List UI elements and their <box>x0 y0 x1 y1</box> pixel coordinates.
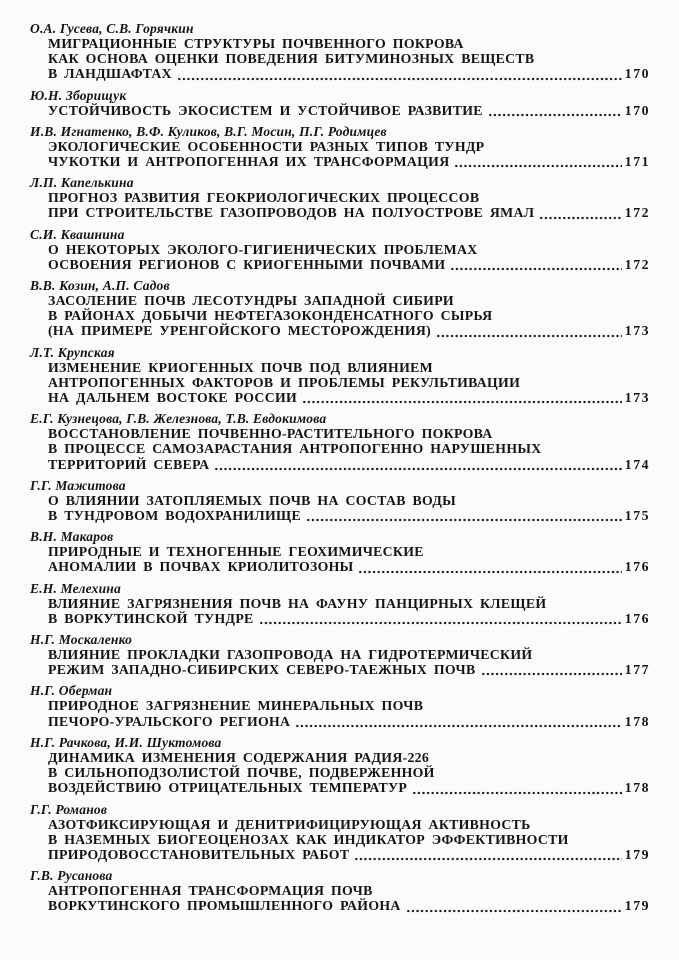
dot-leader <box>539 205 621 220</box>
dot-leader <box>214 457 621 472</box>
entry-title-line: ВОРКУТИНСКОГО ПРОМЫШЛЕННОГО РАЙОНА <box>48 898 401 914</box>
dot-leader <box>481 662 622 677</box>
toc-entry <box>30 868 650 913</box>
entry-page-number: 176 <box>624 610 650 626</box>
entry-page-number: 173 <box>624 323 650 339</box>
entry-title-line: ПРИРОДНОЕ ЗАГРЯЗНЕНИЕ МИНЕРАЛЬНЫХ ПОЧВ <box>48 698 424 714</box>
entry-authors: Н.Г. Москаленко <box>30 632 133 648</box>
entry-title <box>30 293 650 339</box>
entry-title <box>30 544 650 574</box>
entry-page-number: 172 <box>624 205 650 221</box>
entry-title-last-line <box>48 508 650 523</box>
entry-title-last-line <box>48 780 650 795</box>
entry-title-last-line <box>48 898 650 913</box>
toc-entry <box>30 478 650 523</box>
entry-authors: Н.Г. Рачкова, И.И. Шуктомова <box>30 734 222 750</box>
toc-entry <box>30 88 650 118</box>
entry-title <box>30 103 650 118</box>
entry-title-line: РЕЖИМ ЗАПАДНО-СИБИРСКИХ СЕВЕРО-ТАЕЖНЫХ ПОЧВ <box>48 662 476 678</box>
entry-title-line: В ЛАНДШАФТАХ <box>48 66 172 82</box>
entry-page-number: 170 <box>624 66 650 82</box>
entry-title-last-line <box>48 390 650 405</box>
entry-page-number: 176 <box>624 559 650 575</box>
entry-title-line: ЗАСОЛЕНИЕ ПОЧВ ЛЕСОТУНДРЫ ЗАПАДНОЙ СИБИРИ <box>48 293 454 309</box>
entry-title-line: ИЗМЕНЕНИЕ КРИОГЕННЫХ ПОЧВ ПОД ВЛИЯНИЕМ <box>48 359 433 375</box>
entry-authors: Н.Г. Оберман <box>30 683 113 699</box>
entry-title <box>30 596 650 626</box>
entry-authors: Л.П. Капелькина <box>30 175 134 191</box>
entry-title-line: В ВОРКУТИНСКОЙ ТУНДРЕ <box>48 610 254 626</box>
entry-title <box>30 883 650 913</box>
entry-title-line: ТЕРРИТОРИЙ СЕВЕРА <box>48 456 210 472</box>
entry-title-line: О НЕКОТОРЫХ ЭКОЛОГО-ГИГИЕНИЧЕСКИХ ПРОБЛЕМАХ <box>48 241 478 257</box>
entry-page-number: 173 <box>624 390 650 406</box>
entry-title-line: В РАЙОНАХ ДОБЫЧИ НЕФТЕГАЗОКОНДЕНСАТНОГО СЫРЬЯ <box>48 308 493 324</box>
entry-authors: В.В. Козин, А.П. Садов <box>30 278 170 294</box>
entry-title <box>30 139 650 169</box>
entry-title-last-line <box>48 205 650 220</box>
entry-page-number: 177 <box>624 662 650 678</box>
entry-title-line: АНТРОПОГЕННАЯ ТРАНСФОРМАЦИЯ ПОЧВ <box>48 883 373 899</box>
entry-title-line: ВОССТАНОВЛЕНИЕ ПОЧВЕННО-РАСТИТЕЛЬНОГО ПОКРОВА <box>48 426 493 442</box>
dot-leader <box>302 390 622 405</box>
entry-title-last-line <box>48 847 650 862</box>
dot-leader <box>412 780 622 795</box>
entry-authors: Е.Г. Кузнецова, Г.В. Железнова, Т.В. Евдокимова <box>30 411 327 427</box>
entry-title <box>30 647 650 677</box>
entry-title-line: ДИНАМИКА ИЗМЕНЕНИЯ СОДЕРЖАНИЯ РАДИЯ-226 <box>48 749 430 765</box>
toc-entry <box>30 227 650 272</box>
entry-title-line: О ВЛИЯНИИ ЗАТОПЛЯЕМЫХ ПОЧВ НА СОСТАВ ВОДЫ <box>48 492 457 508</box>
entry-title-line: МИГРАЦИОННЫЕ СТРУКТУРЫ ПОЧВЕННОГО ПОКРОВА <box>48 36 464 51</box>
entry-title-line: ПЕЧОРО-УРАЛЬСКОГО РЕГИОНА <box>48 713 291 729</box>
table-of-contents <box>30 21 650 914</box>
entry-title-line: КАК ОСНОВА ОЦЕНКИ ПОВЕДЕНИЯ БИТУМИНОЗНЫХ ВЕЩЕСТВ <box>48 51 535 67</box>
entry-title <box>30 698 650 728</box>
entry-page-number: 170 <box>624 102 650 118</box>
entry-title-last-line <box>48 662 650 677</box>
entry-title <box>30 242 650 272</box>
dot-leader <box>295 714 621 729</box>
toc-entry <box>30 21 650 82</box>
entry-page-number: 175 <box>624 508 650 524</box>
toc-entry <box>30 175 650 220</box>
entry-title-last-line <box>48 559 650 574</box>
entry-title-line: ВЛИЯНИЕ ПРОКЛАДКИ ГАЗОПРОВОДА НА ГИДРОТЕРМИЧЕСКИЙ <box>48 647 533 663</box>
entry-page-number: 179 <box>624 846 650 862</box>
entry-title-line: В ПРОЦЕССЕ САМОЗАРАСТАНИЯ АНТРОПОГЕННО НАРУШЕННЫХ <box>48 441 542 457</box>
entry-title <box>30 817 650 863</box>
entry-title-line: В СИЛЬНОПОДЗОЛИСТОЙ ПОЧВЕ, ПОДВЕРЖЕННОЙ <box>48 765 435 781</box>
entry-authors: Г.Г. Мажитова <box>30 477 126 493</box>
entry-title-last-line <box>48 323 650 338</box>
toc-entry <box>30 683 650 728</box>
entry-title-line: ВЛИЯНИЕ ЗАГРЯЗНЕНИЯ ПОЧВ НА ФАУНУ ПАНЦИРНЫХ КЛЕЩЕЙ <box>48 595 547 611</box>
entry-title-line: ЭКОЛОГИЧЕСКИЕ ОСОБЕННОСТИ РАЗНЫХ ТИПОВ ТУНДР <box>48 138 485 154</box>
entry-authors: И.В. Игнатенко, В.Ф. Куликов, В.Г. Мосин, П.Г. Родимцев <box>30 123 387 139</box>
dot-leader <box>259 611 622 626</box>
entry-title-line: (НА ПРИМЕРЕ УРЕНГОЙСКОГО МЕСТОРОЖДЕНИЯ) <box>48 323 432 339</box>
dot-leader <box>306 508 622 523</box>
entry-title-last-line <box>48 611 650 626</box>
entry-title-last-line <box>48 714 650 729</box>
entry-title-last-line <box>48 103 650 118</box>
entry-page-number: 171 <box>624 154 650 170</box>
dot-leader <box>454 154 621 169</box>
entry-authors: О.А. Гусева, С.В. Горячкин <box>30 21 194 36</box>
entry-authors: Е.Н. Мелехина <box>30 580 121 596</box>
entry-title-line: АНОМАЛИИ В ПОЧВАХ КРИОЛИТОЗОНЫ <box>48 559 354 575</box>
entry-title-line: ВОЗДЕЙСТВИЮ ОТРИЦАТЕЛЬНЫХ ТЕМПЕРАТУР <box>48 780 408 796</box>
entry-authors: Г.В. Русанова <box>30 868 113 884</box>
entry-page-number: 174 <box>624 456 650 472</box>
entry-title-line: АЗОТФИКСИРУЮЩАЯ И ДЕНИТРИФИЦИРУЮЩАЯ АКТИВНОСТЬ <box>48 816 531 832</box>
toc-entry <box>30 632 650 677</box>
entry-page-number: 178 <box>624 713 650 729</box>
entry-title-last-line <box>48 154 650 169</box>
entry-title <box>30 426 650 472</box>
entry-title-line: АНТРОПОГЕННЫХ ФАКТОРОВ И ПРОБЛЕМЫ РЕКУЛЬТИВАЦИИ <box>48 374 521 390</box>
entry-title-last-line <box>48 257 650 272</box>
dot-leader <box>406 898 622 913</box>
entry-title <box>30 36 650 82</box>
entry-authors: В.Н. Макаров <box>30 529 114 545</box>
entry-title <box>30 493 650 523</box>
toc-entry <box>30 345 650 406</box>
dot-leader <box>177 66 622 81</box>
entry-title-line: ОСВОЕНИЯ РЕГИОНОВ С КРИОГЕННЫМИ ПОЧВАМИ <box>48 256 446 272</box>
entry-title-line: ПРИ СТРОИТЕЛЬСТВЕ ГАЗОПРОВОДОВ НА ПОЛУОСТРОВЕ ЯМАЛ <box>48 205 535 221</box>
dot-leader <box>358 559 621 574</box>
entry-page-number: 172 <box>624 256 650 272</box>
entry-title-line: В ТУНДРОВОМ ВОДОХРАНИЛИЩЕ <box>48 508 301 524</box>
toc-entry <box>30 802 650 863</box>
entry-title-last-line <box>48 66 650 81</box>
entry-page-number: 179 <box>624 898 650 914</box>
toc-entry <box>30 581 650 626</box>
entry-authors: Ю.Н. Зборищук <box>30 87 127 103</box>
entry-title <box>30 750 650 796</box>
entry-title-line: НА ДАЛЬНЕМ ВОСТОКЕ РОССИИ <box>48 390 298 406</box>
entry-title-line: УСТОЙЧИВОСТЬ ЭКОСИСТЕМ И УСТОЙЧИВОЕ РАЗВИТИЕ <box>48 102 483 118</box>
dot-leader <box>354 847 621 862</box>
entry-authors: Л.Т. Крупская <box>30 344 115 360</box>
toc-entry <box>30 411 650 472</box>
toc-entry <box>30 735 650 796</box>
entry-title-line: В НАЗЕМНЫХ БИОГЕОЦЕНОЗАХ КАК ИНДИКАТОР ЭФФЕКТИВНОСТИ <box>48 831 569 847</box>
entry-authors: С.И. Квашнина <box>30 226 125 242</box>
entry-title-line: ПРИРОДОВОССТАНОВИТЕЛЬНЫХ РАБОТ <box>48 846 350 862</box>
entry-title <box>30 360 650 406</box>
entry-title-line: ПРИРОДНЫЕ И ТЕХНОГЕННЫЕ ГЕОХИМИЧЕСКИЕ <box>48 544 424 560</box>
entry-title-line: ЧУКОТКИ И АНТРОПОГЕННАЯ ИХ ТРАНСФОРМАЦИЯ <box>48 154 450 170</box>
entry-authors: Г.Г. Романов <box>30 801 108 817</box>
entry-title-line: ПРОГНОЗ РАЗВИТИЯ ГЕОКРИОЛОГИЧЕСКИХ ПРОЦЕССОВ <box>48 190 480 206</box>
toc-entry <box>30 124 650 169</box>
entry-page-number: 178 <box>624 780 650 796</box>
entry-title <box>30 190 650 220</box>
toc-entry <box>30 529 650 574</box>
entry-title-last-line <box>48 457 650 472</box>
dot-leader <box>436 323 622 338</box>
dot-leader <box>450 257 621 272</box>
dot-leader <box>488 103 622 118</box>
toc-entry <box>30 278 650 339</box>
